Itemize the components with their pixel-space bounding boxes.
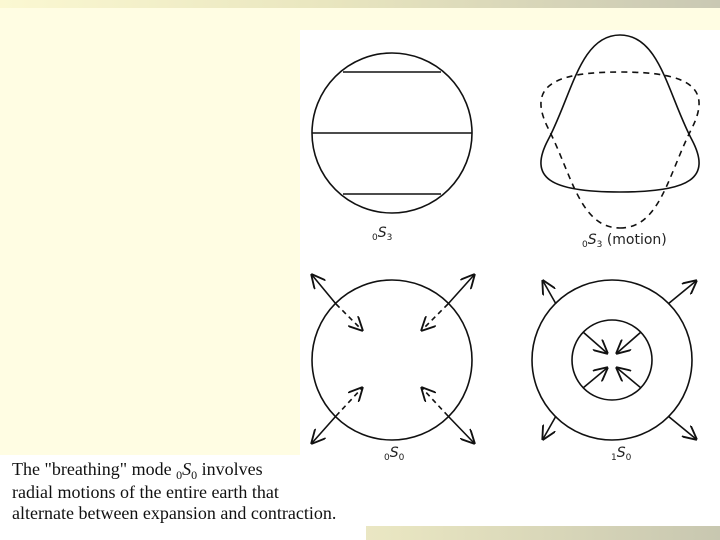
outward-arrow (543, 281, 556, 304)
label-right-subscript: 3 (386, 233, 393, 243)
label-symbol: S (377, 225, 387, 241)
label-0s0 (384, 445, 404, 461)
caption-text (12, 459, 362, 524)
deformed-shape-dashed (541, 72, 699, 228)
label-symbol: S (616, 445, 626, 461)
outward-arrow (448, 416, 474, 443)
inward-arrow (617, 332, 641, 353)
deformed-shape-solid (541, 35, 699, 192)
inward-arrow (583, 368, 607, 388)
label-right-subscript: 3 (596, 240, 603, 250)
label-left-subscript: 0 (384, 453, 390, 463)
label-symbol: S (587, 232, 597, 248)
label-left-subscript: 0 (582, 240, 588, 250)
inward-arrow (422, 304, 448, 330)
outward-arrow (312, 416, 336, 443)
label-left-subscript: 1 (611, 453, 617, 463)
label-suffix: (motion) (606, 232, 667, 248)
outward-arrow (448, 275, 474, 304)
caption-before: The "breathing" mode (12, 459, 177, 479)
caption-symbol: S (182, 459, 192, 479)
inward-arrow (422, 388, 448, 416)
mode-1s0-diagram (532, 280, 696, 440)
label-right-subscript: 0 (625, 453, 632, 463)
caption-after: involves radial motions of the entire earth that alternate between expansion and contraction. (12, 459, 337, 523)
label-symbol: S (389, 445, 399, 461)
mode-0s3-diagram (312, 53, 472, 213)
outward-arrow (312, 275, 336, 304)
inward-arrow (336, 388, 362, 416)
inward-arrow (583, 332, 607, 353)
label-0s3 (372, 225, 392, 241)
caption-right-subscript: 0 (191, 468, 198, 482)
inward-arrow (617, 368, 641, 388)
outward-arrow (668, 416, 696, 439)
label-right-subscript: 0 (398, 453, 405, 463)
label-0s3-motion (582, 232, 667, 248)
label-1s0 (611, 445, 631, 461)
mode-0s3-motion-diagram (541, 35, 699, 228)
caption-left-subscript: 0 (176, 468, 183, 482)
outward-arrow (668, 281, 696, 304)
outward-arrow (543, 416, 556, 439)
label-left-subscript: 0 (372, 233, 378, 243)
inward-arrow (336, 304, 362, 330)
mode-0s0-diagram (312, 275, 474, 443)
